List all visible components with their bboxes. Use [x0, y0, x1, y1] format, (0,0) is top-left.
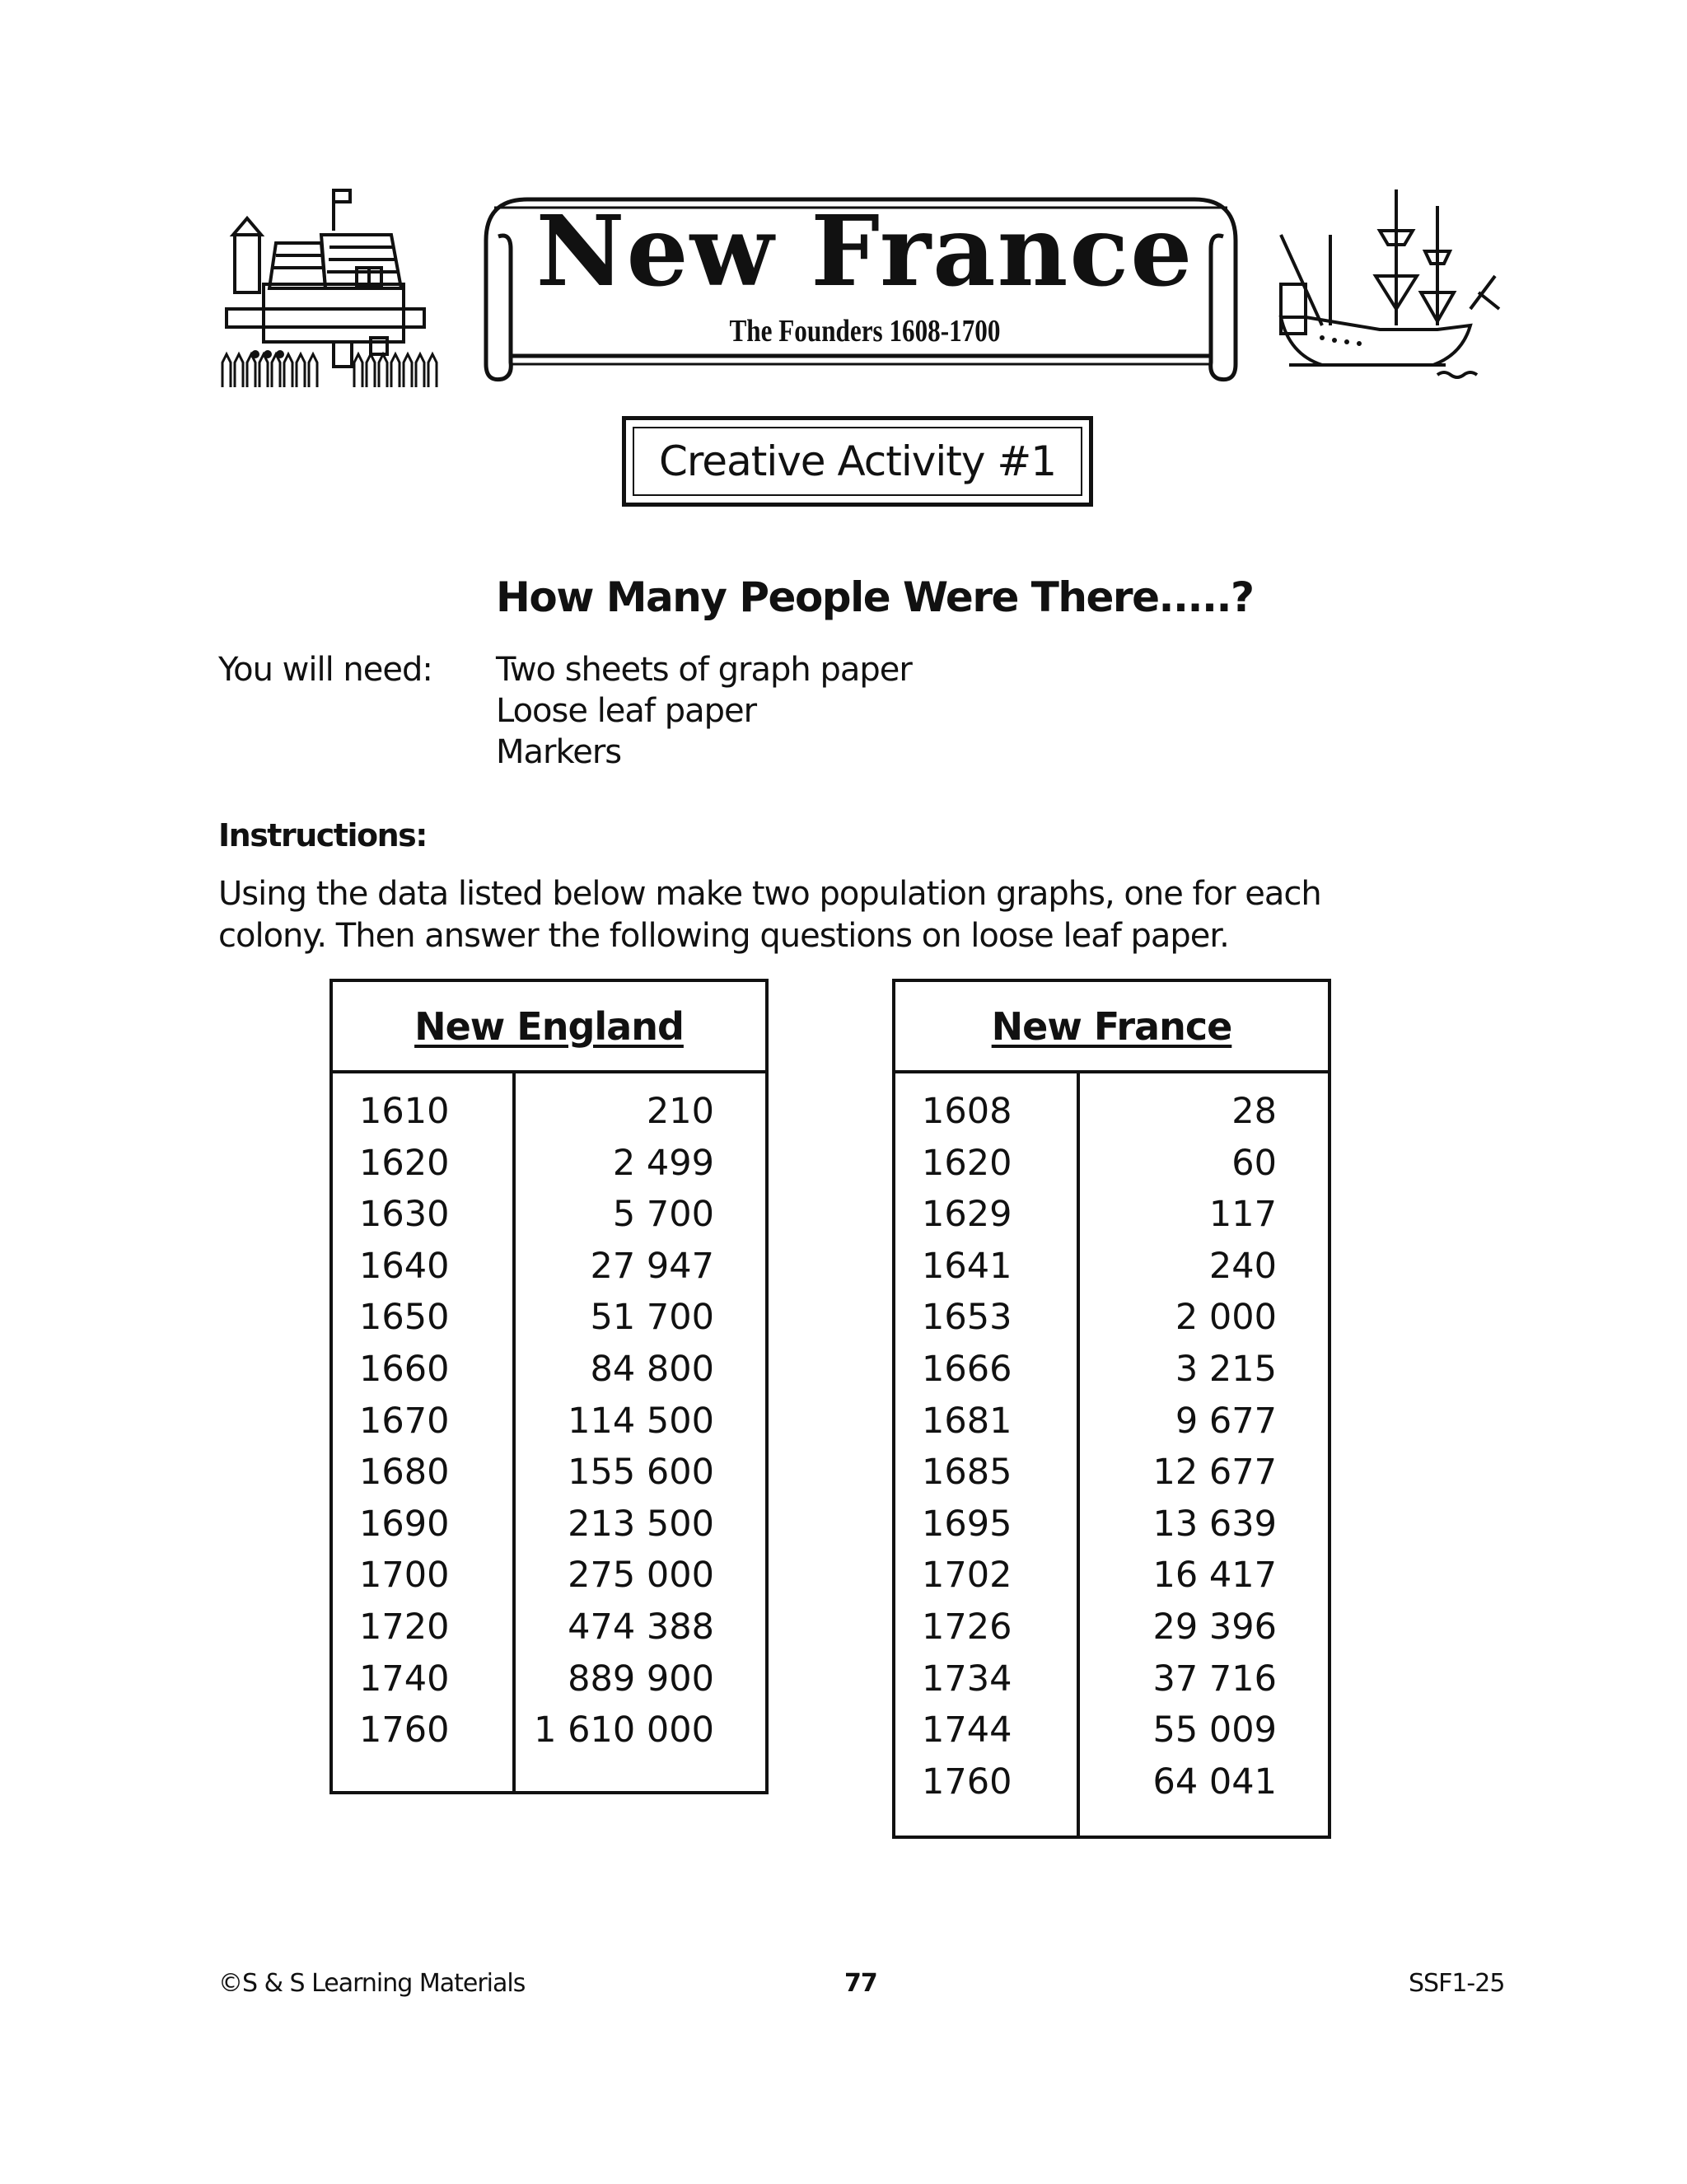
year-cell: 1629 — [922, 1194, 1012, 1236]
population-cell: 275 000 — [568, 1555, 714, 1597]
table-row — [895, 1349, 1328, 1401]
year-cell: 1760 — [922, 1761, 1012, 1803]
activity-label-box — [622, 416, 1093, 507]
instructions-label: Instructions: — [218, 817, 427, 853]
year-cell: 1620 — [922, 1142, 1012, 1184]
population-cell: 210 — [646, 1091, 714, 1132]
population-cell: 55 009 — [1152, 1709, 1277, 1751]
year-cell: 1726 — [922, 1606, 1012, 1648]
table-header — [333, 982, 765, 1073]
population-cell: 51 700 — [590, 1297, 714, 1339]
population-cell: 240 — [1208, 1245, 1277, 1287]
year-cell: 1700 — [359, 1555, 450, 1597]
population-cell: 889 900 — [568, 1658, 714, 1700]
population-cell: 29 396 — [1152, 1606, 1277, 1648]
table-row — [895, 1401, 1328, 1452]
footer-copyright: ©S & S Learning Materials — [218, 1969, 526, 1998]
table-row — [333, 1349, 765, 1401]
year-cell: 1680 — [359, 1452, 450, 1494]
year-cell: 1734 — [922, 1658, 1012, 1700]
population-cell: 12 677 — [1152, 1452, 1277, 1494]
year-cell: 1720 — [359, 1606, 450, 1648]
table-row — [333, 1452, 765, 1504]
year-cell: 1690 — [359, 1503, 450, 1545]
year-cell: 1681 — [922, 1400, 1012, 1442]
table-row — [895, 1246, 1328, 1298]
table-row — [333, 1246, 765, 1298]
year-cell: 1650 — [359, 1297, 450, 1339]
population-cell: 3 215 — [1175, 1349, 1277, 1390]
table-row — [895, 1658, 1328, 1710]
table-row — [333, 1555, 765, 1606]
table-title: New France — [991, 1003, 1232, 1049]
table-row — [895, 1091, 1328, 1143]
population-cell: 1 610 000 — [534, 1709, 714, 1751]
year-cell: 1620 — [359, 1142, 450, 1184]
year-cell: 1660 — [359, 1349, 450, 1390]
activity-label: Creative Activity #1 — [633, 427, 1082, 496]
population-cell: 117 — [1208, 1194, 1277, 1236]
year-cell: 1630 — [359, 1194, 450, 1236]
year-cell: 1653 — [922, 1297, 1012, 1339]
population-cell: 13 639 — [1152, 1503, 1277, 1545]
table-row — [333, 1658, 765, 1710]
population-cell: 28 — [1231, 1091, 1277, 1132]
table-header — [895, 982, 1328, 1073]
population-cell: 64 041 — [1152, 1761, 1277, 1803]
banner-subtitle: The Founders 1608-1700 — [729, 314, 1001, 348]
table-title: New England — [414, 1003, 684, 1049]
new-england-table — [329, 979, 769, 1794]
year-cell: 1760 — [359, 1709, 450, 1751]
sailing-ship-icon — [1273, 185, 1503, 387]
table-row — [333, 1504, 765, 1555]
year-cell: 1740 — [359, 1658, 450, 1700]
year-cell: 1702 — [922, 1555, 1012, 1597]
instructions-line: Using the data listed below make two population graphs, one for each — [218, 875, 1321, 913]
materials-item: Loose leaf paper — [496, 692, 757, 730]
table-row — [333, 1297, 765, 1349]
instructions-text — [218, 873, 1437, 957]
population-cell: 84 800 — [590, 1349, 714, 1390]
population-cell: 2 499 — [612, 1142, 714, 1184]
table-row — [333, 1606, 765, 1658]
year-cell: 1666 — [922, 1349, 1012, 1390]
table-row — [895, 1143, 1328, 1195]
year-cell: 1641 — [922, 1245, 1012, 1287]
year-cell: 1610 — [359, 1091, 450, 1132]
year-cell: 1744 — [922, 1709, 1012, 1751]
table-row — [333, 1091, 765, 1143]
new-france-table — [892, 979, 1331, 1839]
population-cell: 37 716 — [1152, 1658, 1277, 1700]
table-row — [333, 1143, 765, 1195]
year-cell: 1685 — [922, 1452, 1012, 1494]
table-row — [895, 1709, 1328, 1761]
table-row — [895, 1606, 1328, 1658]
table-row — [895, 1504, 1328, 1555]
table-row — [333, 1709, 765, 1761]
table-row — [895, 1452, 1328, 1504]
banner-title: New France — [535, 194, 1194, 308]
materials-label: You will need: — [218, 651, 432, 689]
footer-code: SSF1-25 — [1409, 1969, 1505, 1998]
population-cell: 27 947 — [590, 1245, 714, 1287]
population-cell: 9 677 — [1175, 1400, 1277, 1442]
table-row — [895, 1194, 1328, 1246]
materials-item: Markers — [496, 733, 622, 771]
table-row — [333, 1194, 765, 1246]
fort-house-icon — [218, 185, 441, 387]
materials-item: Two sheets of graph paper — [496, 651, 912, 689]
year-cell: 1670 — [359, 1400, 450, 1442]
population-cell: 474 388 — [568, 1606, 714, 1648]
table-row — [895, 1555, 1328, 1606]
table-row — [895, 1761, 1328, 1813]
question-heading: How Many People Were There.....? — [496, 573, 1254, 621]
year-cell: 1640 — [359, 1245, 450, 1287]
footer-page-number: 77 — [844, 1969, 877, 1998]
population-cell: 60 — [1231, 1142, 1277, 1184]
instructions-line: colony. Then answer the following questions on loose leaf paper. — [218, 917, 1229, 955]
year-cell: 1608 — [922, 1091, 1012, 1132]
population-cell: 2 000 — [1175, 1297, 1277, 1339]
population-cell: 155 600 — [568, 1452, 714, 1494]
population-cell: 5 700 — [612, 1194, 714, 1236]
table-row — [333, 1401, 765, 1452]
year-cell: 1695 — [922, 1503, 1012, 1545]
population-cell: 16 417 — [1152, 1555, 1277, 1597]
population-cell: 213 500 — [568, 1503, 714, 1545]
table-row — [895, 1297, 1328, 1349]
population-cell: 114 500 — [568, 1400, 714, 1442]
